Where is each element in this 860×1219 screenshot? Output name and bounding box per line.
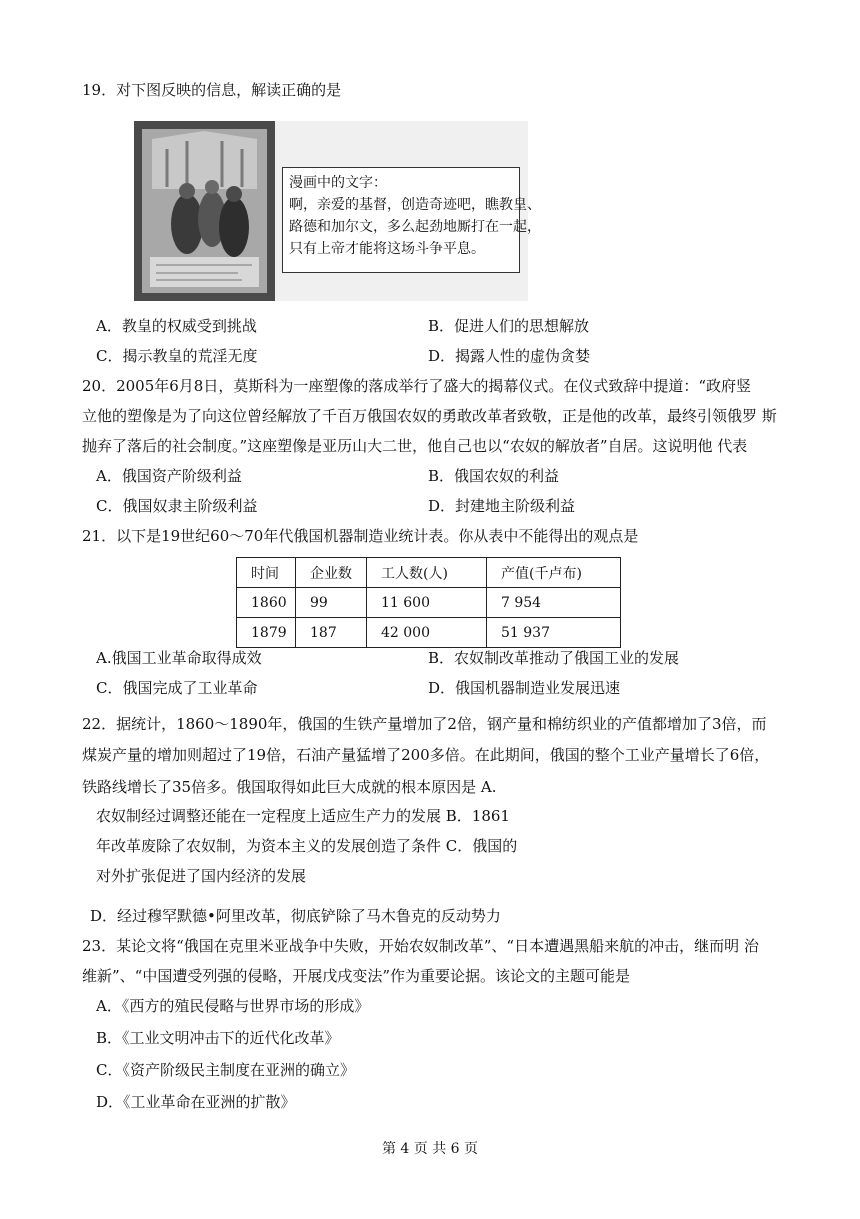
q19-stem: 19．对下图反映的信息，解读正确的是 [82, 81, 342, 99]
table-header-row [237, 558, 621, 588]
q20-option-b: B．俄国农奴的利益 [428, 467, 560, 485]
caption-line: 啊，亲爱的基督，创造奇迹吧，瞧教皇、 [289, 197, 541, 213]
table-cell: 99 [296, 588, 367, 618]
q23-option-b: B．《工业文明冲击下的近代化改革》 [96, 1029, 340, 1047]
q22-option-line: 农奴制经过调整还能在一定程度上适应生产力的发展 B．1861 [96, 807, 510, 825]
q21-option-b: B．农奴制改革推动了俄国工业的发展 [428, 649, 680, 667]
caption-line: 路德和加尔文，多么起劲地厮打在一起， [289, 219, 541, 235]
q23-option-d: D．《工业革命在亚洲的扩散》 [96, 1093, 296, 1111]
page-footer: 第 4 页 共 6 页 [381, 1141, 479, 1157]
table-header-cell: 时间 [237, 558, 296, 588]
q21-option-a: A.俄国工业革命取得成效 [96, 649, 262, 667]
table-row [237, 588, 621, 618]
q21-option-d: D．俄国机器制造业发展迅速 [428, 679, 621, 697]
caption-line: 只有上帝才能将这场斗争平息。 [289, 241, 485, 257]
caption-line: 漫画中的文字： [289, 175, 387, 191]
table-cell: 1860 [237, 588, 296, 618]
q20-stem-line: 20．2005年6月8日，莫斯科为一座塑像的落成举行了盛大的揭幕仪式。在仪式致辞中提道：“政府竖 [82, 377, 752, 395]
table-row [237, 618, 621, 648]
q19-option-c: C．揭示教皇的荒淫无度 [96, 347, 258, 365]
q20-option-c: C．俄国奴隶主阶级利益 [96, 497, 258, 515]
q19-option-b: B．促进人们的思想解放 [428, 317, 590, 335]
q22-stem-line: 铁路线增长了35倍多。俄国取得如此巨大成就的根本原因是 A. [82, 778, 497, 796]
q20-option-d: D．封建地主阶级利益 [428, 497, 576, 515]
q22-option-line: 对外扩张促进了国内经济的发展 [96, 867, 307, 885]
q20-option-a: A．俄国资产阶级利益 [96, 467, 242, 485]
table-header-cell: 工人数(人) [367, 558, 487, 588]
table-cell: 42 000 [367, 618, 487, 648]
table-cell: 7 954 [487, 588, 621, 618]
table-cell: 51 937 [487, 618, 621, 648]
table-header-cell: 产值(千卢布) [487, 558, 621, 588]
q22-stem-line: 22．据统计，1860～1890年，俄国的生铁产量增加了2倍，钢产量和棉纺织业的产值都增加了3倍，而 [82, 715, 767, 733]
cartoon-caption-box [282, 167, 541, 273]
cartoon-illustration [142, 129, 267, 293]
q23-stem-line: 23．某论文将“俄国在克里米亚战争中失败，开始农奴制改革”、“日本遭遇黑船来航的冲击，继而明 治 [82, 937, 759, 955]
cartoon-picture [142, 129, 267, 293]
table-header-cell: 企业数 [296, 558, 367, 588]
q23-option-c: C．《资产阶级民主制度在亚洲的确立》 [96, 1061, 355, 1079]
q20-stem-line: 抛弃了落后的社会制度。”这座塑像是亚历山大二世，他自己也以“农奴的解放者”自居。这说明他 代表 [82, 437, 748, 455]
q21-stem: 21．以下是19世纪60～70年代俄国机器制造业统计表。你从表中不能得出的观点是 [82, 527, 639, 545]
q21-option-c: C．俄国完成了工业革命 [96, 679, 258, 697]
q22-option-line: 年改革废除了农奴制，为资本主义的发展创造了条件 C．俄国的 [96, 837, 518, 855]
q22-stem-line: 煤炭产量的增加则超过了19倍，石油产量猛增了200多倍。在此期间，俄国的整个工业产量增长了6倍， [82, 746, 770, 764]
q22-option-d: D．经过穆罕默德•阿里改革，彻底铲除了马木鲁克的反动势力 [90, 907, 501, 925]
table-cell: 1879 [237, 618, 296, 648]
table-cell: 11 600 [367, 588, 487, 618]
q23-stem-line: 维新”、“中国遭受列强的侵略，开展戊戌变法”作为重要论据。该论文的主题可能是 [82, 967, 631, 985]
statistics-table [236, 557, 621, 648]
q20-stem-line: 立他的塑像是为了向这位曾经解放了千百万俄国农奴的勇敢改革者致敬，正是他的改革，最终引领俄罗 斯 [82, 407, 777, 425]
q19-option-d: D．揭露人性的虚伪贪婪 [428, 347, 591, 365]
q19-figure [134, 121, 541, 301]
q19-option-a: A．教皇的权威受到挑战 [96, 317, 257, 335]
q23-option-a: A．《西方的殖民侵略与世界市场的形成》 [96, 997, 370, 1015]
cartoon-image [134, 121, 275, 301]
table-cell: 187 [296, 618, 367, 648]
